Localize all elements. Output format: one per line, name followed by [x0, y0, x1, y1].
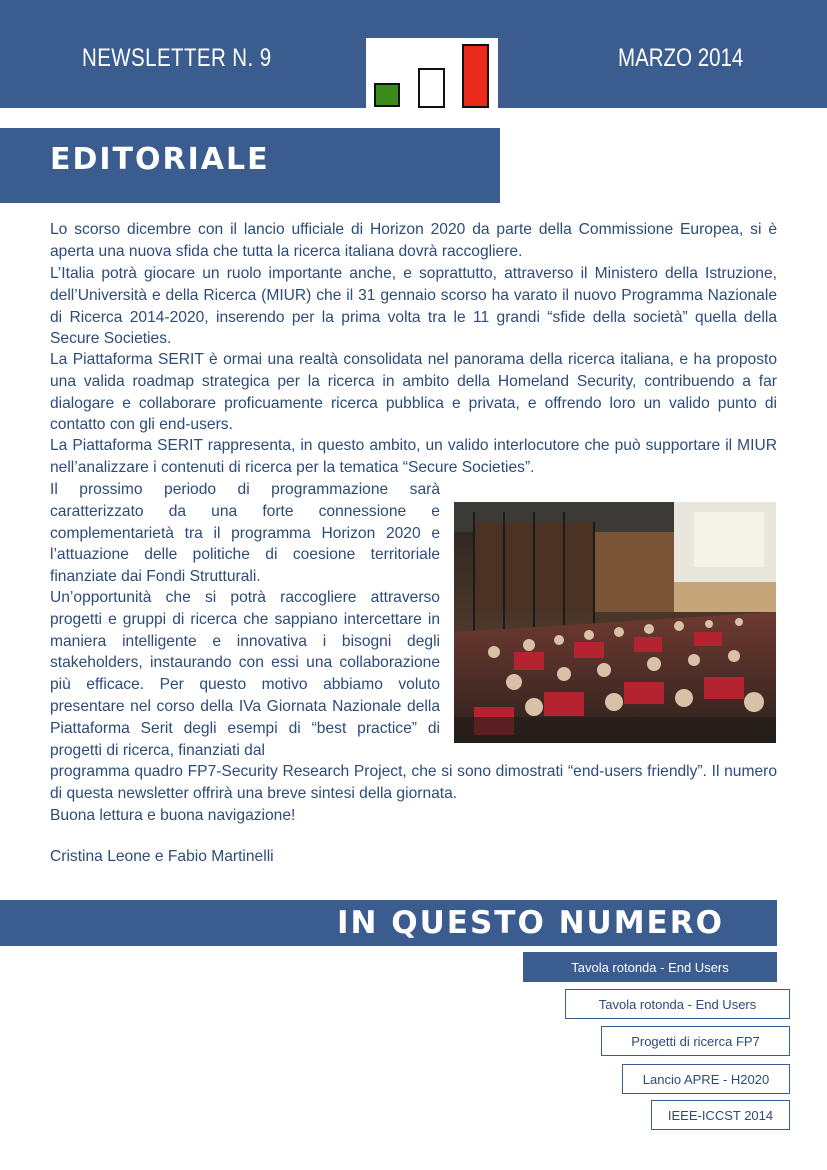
logo-green-bar — [374, 83, 400, 107]
toc-item-lancio-apre[interactable]: Lancio APRE - H2020 — [622, 1064, 790, 1094]
issue-date: MARZO 2014 — [618, 44, 744, 72]
editorial-paragraph-3: La Piattaforma SERIT è ormai una realtà consolidata nel panorama della ricerca italiana, e ha proposto una valida roadmap strategica per la ricerca in ambito della Homeland Security, contribuendo a far dialogare e collaborare proficuamente ricerca pubblica e privata, e offrendo loro un valido punto di contatto con gli end-users. — [50, 351, 777, 434]
editorial-paragraph-7: programma quadro FP7-Security Research Project, che si sono dimostrati “end-users friendly”. Il numero di questa newsletter offrirà una breve sintesi della giornata. — [50, 763, 777, 802]
newsletter-number: NEWSLETTER N. 9 — [82, 44, 272, 72]
editorial-paragraph-5: Il prossimo periodo di programmazione sarà caratterizzato da una forte connessione e complementarietà tra il programma Horizon 2020 e l’attuazione delle politiche di coesione territoriale finanziate dai Fondi Strutturali. — [50, 481, 440, 586]
logo-red-bar — [462, 44, 489, 108]
editorial-paragraph-6: Un’opportunità che si potrà raccogliere attraverso progetti e gruppi di ricerca che sappiano intercettare in maniera intelligente e innovativa i bisogni degli stakeholders, instaurando con essi una collaborazione più efficace. Per questo motivo abbiamo voluto presentare nel corso della IVa Giornata Nazionale della Piattaforma Serit degli esempi di “best practice” di progetti di ricerca, finanziati dal — [50, 589, 440, 759]
toc-item-tavola-rotonda-2[interactable]: Tavola rotonda - End Users — [565, 989, 790, 1019]
toc-item-ieee-iccst[interactable]: IEEE-ICCST 2014 — [651, 1100, 790, 1130]
signature: Cristina Leone e Fabio Martinelli — [50, 848, 274, 865]
editorial-paragraph-2: L’Italia potrà giocare un ruolo importante anche, e soprattutto, attraverso il Ministero della Istruzione, dell’Università e della Ricerca (MIUR) che il 31 gennaio scorso ha varato il nuovo Programma Nazionale di Ricerca 2014-2020, inserendo per la prima volta tra le 11 grandi “sfide della società” quella della Secure Societies. — [50, 265, 777, 348]
toc-item-tavola-rotonda-1[interactable]: Tavola rotonda - End Users — [523, 952, 777, 982]
toc-item-progetti-fp7[interactable]: Progetti di ricerca FP7 — [601, 1026, 790, 1056]
editorial-paragraph-1: Lo scorso dicembre con il lancio ufficiale di Horizon 2020 da parte della Commissione Europea, si è aperta una nuova sfida che tutta la ricerca italiana dovrà raccogliere. — [50, 221, 777, 260]
editorial-heading: EDITORIALE — [50, 142, 270, 177]
editorial-paragraph-4: La Piattaforma SERIT rappresenta, in questo ambito, un valido interlocutore che può supportare il MIUR nell’analizzare i contenuti di ricerca per la tematica “Secure Societies”. — [50, 437, 777, 476]
editorial-closing: Buona lettura e buona navigazione! — [50, 807, 296, 824]
logo-white-bar — [418, 68, 445, 108]
issue-heading: IN QUESTO NUMERO — [337, 905, 724, 941]
conference-photo — [454, 502, 776, 743]
